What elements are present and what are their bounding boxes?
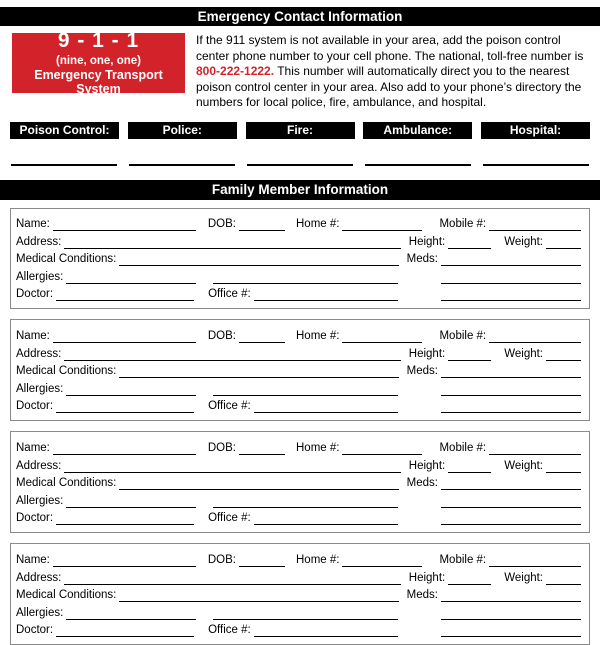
doctor-label: Doctor: — [16, 511, 53, 525]
mobile-phone-line — [489, 443, 581, 455]
medical-conditions-line — [119, 254, 398, 266]
family-member-card — [10, 431, 590, 533]
poison-control-label: Poison Control: — [10, 122, 119, 139]
dob-line — [239, 331, 285, 343]
height-line — [448, 349, 491, 361]
member-row-name — [16, 549, 581, 567]
member-row-medical — [16, 473, 581, 491]
doctor-label: Doctor: — [16, 399, 53, 413]
allergies-label: Allergies: — [16, 382, 63, 396]
fire-line — [247, 164, 353, 166]
address-line — [64, 461, 400, 473]
meds-extra-line-1 — [441, 608, 581, 620]
allergies-extra-line — [213, 384, 398, 396]
member-row-medical — [16, 585, 581, 603]
hospital-label: Hospital: — [481, 122, 590, 139]
medical-conditions-line — [119, 366, 398, 378]
member-row-medical — [16, 249, 581, 267]
address-line — [64, 573, 400, 585]
hospital-line — [483, 164, 589, 166]
dob-label: DOB: — [208, 329, 236, 343]
home-phone-label: Home #: — [296, 553, 339, 567]
address-line — [64, 349, 400, 361]
address-label: Address: — [16, 347, 61, 361]
weight-line — [546, 349, 581, 361]
dob-label: DOB: — [208, 553, 236, 567]
office-phone-label: Office #: — [208, 399, 251, 413]
meds-label: Meds: — [407, 476, 438, 490]
weight-line — [546, 573, 581, 585]
meds-label: Meds: — [407, 364, 438, 378]
member-row-address — [16, 343, 581, 361]
dob-line — [239, 443, 285, 455]
doctor-label: Doctor: — [16, 287, 53, 301]
intro-paragraph — [196, 33, 592, 111]
name-label: Name: — [16, 553, 50, 567]
doctor-line — [56, 401, 194, 413]
family-member-card — [10, 319, 590, 421]
meds-label: Meds: — [407, 588, 438, 602]
emergency-contacts-lines — [11, 164, 589, 166]
height-line — [448, 461, 491, 473]
member-row-address — [16, 231, 581, 249]
name-line — [53, 331, 196, 343]
member-row-doctor — [16, 396, 581, 414]
weight-label: Weight: — [504, 459, 543, 473]
home-phone-line — [342, 555, 422, 567]
meds-extra-line-2 — [441, 289, 581, 301]
member-row-name — [16, 437, 581, 455]
911-phonetic: (nine, one, one) — [12, 55, 185, 68]
meds-extra-line-2 — [441, 513, 581, 525]
medical-conditions-label: Medical Conditions: — [16, 252, 116, 266]
meds-line — [441, 478, 581, 490]
member-row-doctor — [16, 284, 581, 302]
name-line — [53, 443, 196, 455]
doctor-line — [56, 289, 194, 301]
home-phone-label: Home #: — [296, 441, 339, 455]
ambulance-label: Ambulance: — [363, 122, 472, 139]
name-line — [53, 219, 196, 231]
height-label: Height: — [409, 571, 445, 585]
allergies-line — [66, 384, 196, 396]
name-label: Name: — [16, 329, 50, 343]
member-row-address — [16, 455, 581, 473]
office-phone-line — [254, 625, 398, 637]
address-line — [64, 237, 400, 249]
address-label: Address: — [16, 459, 61, 473]
family-member-card — [10, 208, 590, 310]
allergies-line — [66, 496, 196, 508]
member-row-allergies — [16, 602, 581, 620]
height-label: Height: — [409, 459, 445, 473]
emergency-contacts-labels — [10, 122, 590, 139]
mobile-phone-label: Mobile #: — [439, 217, 486, 231]
medical-conditions-line — [119, 478, 398, 490]
weight-label: Weight: — [504, 235, 543, 249]
member-row-allergies — [16, 490, 581, 508]
911-number: 9 - 1 - 1 — [12, 29, 185, 53]
mobile-phone-label: Mobile #: — [439, 329, 486, 343]
intro-text-before: If the 911 system is not available in your area, add the poison control center phone number to your cell phone. The national, toll-free number is — [196, 33, 583, 63]
office-phone-label: Office #: — [208, 511, 251, 525]
allergies-label: Allergies: — [16, 270, 63, 284]
intro-section — [12, 33, 592, 111]
member-row-name — [16, 325, 581, 343]
page-title: Emergency Contact Information — [0, 7, 600, 26]
doctor-line — [56, 513, 194, 525]
medical-conditions-label: Medical Conditions: — [16, 476, 116, 490]
meds-extra-line-2 — [441, 625, 581, 637]
weight-label: Weight: — [504, 347, 543, 361]
member-row-allergies — [16, 266, 581, 284]
doctor-label: Doctor: — [16, 623, 53, 637]
home-phone-label: Home #: — [296, 217, 339, 231]
member-row-doctor — [16, 508, 581, 526]
mobile-phone-label: Mobile #: — [439, 441, 486, 455]
member-row-medical — [16, 361, 581, 379]
home-phone-label: Home #: — [296, 329, 339, 343]
name-label: Name: — [16, 217, 50, 231]
address-label: Address: — [16, 235, 61, 249]
member-row-address — [16, 567, 581, 585]
home-phone-line — [342, 219, 422, 231]
poison-control-line — [11, 164, 117, 166]
poison-control-phone-number: 800-222-1222. — [196, 64, 274, 78]
weight-line — [546, 461, 581, 473]
mobile-phone-line — [489, 331, 581, 343]
home-phone-line — [342, 331, 422, 343]
ambulance-line — [365, 164, 471, 166]
address-label: Address: — [16, 571, 61, 585]
dob-label: DOB: — [208, 441, 236, 455]
police-line — [129, 164, 235, 166]
meds-extra-line-2 — [441, 401, 581, 413]
allergies-line — [66, 608, 196, 620]
mobile-phone-line — [489, 555, 581, 567]
dob-line — [239, 219, 285, 231]
office-phone-line — [254, 401, 398, 413]
name-line — [53, 555, 196, 567]
member-row-doctor — [16, 620, 581, 638]
allergies-extra-line — [213, 496, 398, 508]
allergies-extra-line — [213, 608, 398, 620]
height-line — [448, 237, 491, 249]
meds-extra-line-1 — [441, 272, 581, 284]
medical-conditions-line — [119, 590, 398, 602]
office-phone-label: Office #: — [208, 623, 251, 637]
height-label: Height: — [409, 235, 445, 249]
911-emergency-box — [12, 33, 185, 93]
weight-line — [546, 237, 581, 249]
dob-label: DOB: — [208, 217, 236, 231]
family-member-card — [10, 543, 590, 645]
intro-text-after: This number will automatically direct you to the nearest poison control center in your area. Also add to your phone’s directory the numbers for local police, fire, ambulance, and hospital. — [196, 64, 581, 109]
meds-line — [441, 366, 581, 378]
weight-label: Weight: — [504, 571, 543, 585]
police-label: Police: — [128, 122, 237, 139]
allergies-label: Allergies: — [16, 606, 63, 620]
medical-conditions-label: Medical Conditions: — [16, 588, 116, 602]
meds-extra-line-1 — [441, 496, 581, 508]
family-section-title: Family Member Information — [0, 180, 600, 200]
home-phone-line — [342, 443, 422, 455]
fire-label: Fire: — [246, 122, 355, 139]
meds-line — [441, 590, 581, 602]
office-phone-label: Office #: — [208, 287, 251, 301]
member-row-name — [16, 214, 581, 232]
dob-line — [239, 555, 285, 567]
member-row-allergies — [16, 378, 581, 396]
allergies-line — [66, 272, 196, 284]
meds-label: Meds: — [407, 252, 438, 266]
family-member-list — [10, 208, 590, 645]
medical-conditions-label: Medical Conditions: — [16, 364, 116, 378]
mobile-phone-label: Mobile #: — [439, 553, 486, 567]
meds-extra-line-1 — [441, 384, 581, 396]
meds-line — [441, 254, 581, 266]
height-label: Height: — [409, 347, 445, 361]
911-label: Emergency Transport System — [12, 68, 185, 97]
allergies-label: Allergies: — [16, 494, 63, 508]
office-phone-line — [254, 289, 398, 301]
mobile-phone-line — [489, 219, 581, 231]
doctor-line — [56, 625, 194, 637]
height-line — [448, 573, 491, 585]
allergies-extra-line — [213, 272, 398, 284]
office-phone-line — [254, 513, 398, 525]
name-label: Name: — [16, 441, 50, 455]
